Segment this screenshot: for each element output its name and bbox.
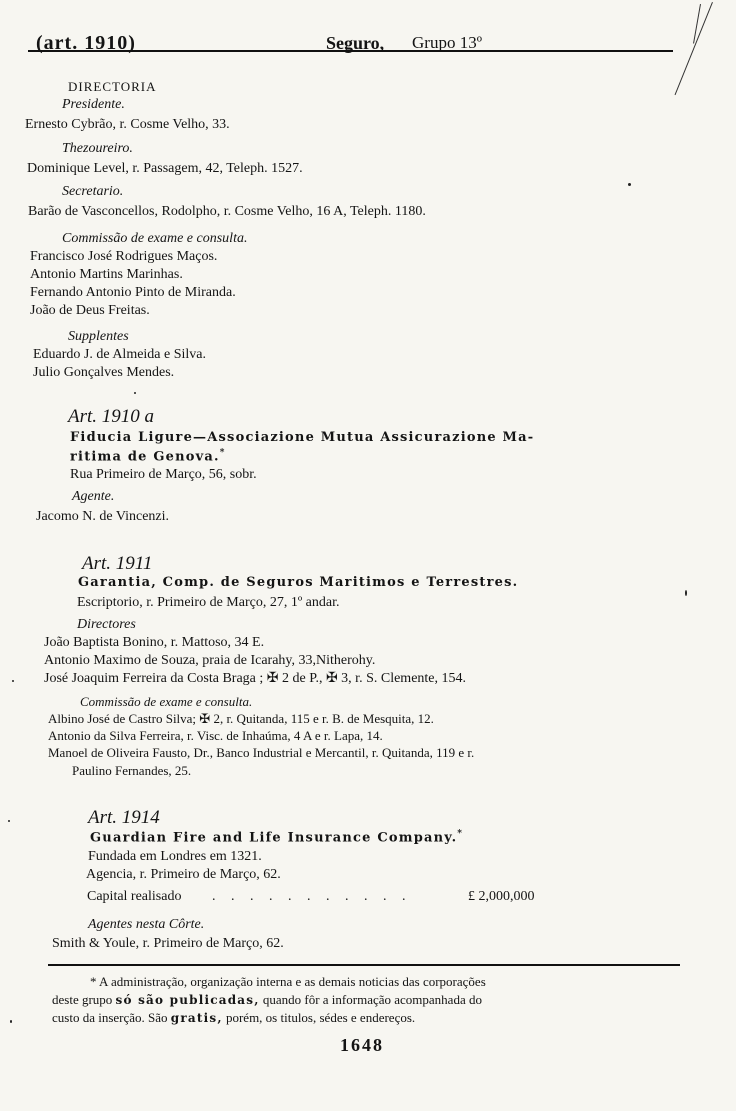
supplente-member: Julio Gonçalves Mendes. — [33, 365, 175, 380]
company-address: Agencia, r. Primeiro de Março, 62. — [86, 867, 281, 882]
header-group: Grupo 13º — [412, 33, 482, 52]
footnote-line: deste grupo só são publicadas, quando fôr a informação acompanhada do — [52, 992, 482, 1007]
capital-value: £ 2,000,000 — [468, 889, 535, 904]
commissao-member: Fernando Antonio Pinto de Miranda. — [30, 285, 236, 300]
capital-label: Capital realisado — [87, 889, 182, 904]
scan-edge-line — [675, 2, 713, 95]
commissao-member: Antonio da Silva Ferreira, r. Visc. de Inhaúma, 4 A e r. Lapa, 14. — [48, 728, 383, 743]
director-entry: Antonio Maximo de Souza, praia de Icarahy, 33,Nitherohy. — [44, 653, 376, 668]
scan-speck — [628, 183, 631, 186]
scan-speck — [12, 680, 14, 682]
commissao-member: Francisco José Rodrigues Maços. — [30, 249, 218, 264]
commissao-member-cont: Paulino Fernandes, 25. — [72, 763, 192, 778]
thezoureiro-label: Thezoureiro. — [62, 141, 133, 156]
commissao-member: João de Deus Freitas. — [30, 303, 150, 318]
secretario-entry: Barão de Vasconcellos, Rodolpho, r. Cosme Velho, 16 A, Teleph. 1180. — [28, 204, 426, 219]
header-rule — [28, 50, 673, 52]
director-entry: José Joaquim Ferreira da Costa Braga ; ✠ 2 de P., ✠ 3, r. S. Clemente, 154. — [44, 671, 467, 686]
scan-speck — [10, 1020, 12, 1023]
footnote-mark: * — [219, 448, 226, 458]
commissao-member: Antonio Martins Marinhas. — [30, 267, 183, 282]
scan-speck — [134, 392, 136, 394]
directoria-label: DIRECTORIA — [68, 79, 157, 94]
company-founded: Fundada em Londres em 1321. — [88, 849, 262, 864]
company-address: Rua Primeiro de Março, 56, sobr. — [70, 467, 257, 482]
company-address: Escriptorio, r. Primeiro de Março, 27, 1º andar. — [77, 595, 340, 610]
supplentes-label: Supplentes — [68, 329, 129, 344]
header-section-title: Seguro, — [326, 33, 385, 53]
capital-leader-dots: . . . . . . . . . . . — [212, 889, 412, 904]
directores-label: Directores — [77, 617, 136, 632]
scan-speck — [685, 590, 687, 596]
thezoureiro-entry: Dominique Level, r. Passagem, 42, Teleph. 1527. — [27, 161, 303, 176]
commissao-member: Manoel de Oliveira Fausto, Dr., Banco Industrial e Mercantil, r. Quitanda, 119 e r. — [48, 745, 475, 760]
commissao-label: Commissão de exame e consulta. — [80, 694, 253, 709]
footnote-line: * A administração, organização interna e as demais noticias das corporações — [90, 974, 486, 989]
article-heading: Art. 1914 — [88, 807, 160, 828]
agentes-label: Agentes nesta Côrte. — [88, 917, 205, 932]
footnote-line: custo da inserção. São gratis, porém, os titulos, sédes e endereços. — [52, 1010, 416, 1025]
agente-label: Agente. — [72, 489, 115, 504]
supplente-member: Eduardo J. de Almeida e Silva. — [33, 347, 207, 362]
scan-speck — [8, 820, 10, 822]
company-name: Garantia, Comp. de Seguros Maritimos e Terrestres. — [78, 575, 519, 590]
company-name-cont: ritima de Genova.* — [70, 448, 226, 465]
company-name: Fiducia Ligure—Associazione Mutua Assicurazione Ma- — [70, 430, 535, 445]
article-heading: Art. 1910 a — [68, 406, 155, 427]
agentes-entry: Smith & Youle, r. Primeiro de Março, 62. — [52, 936, 284, 951]
footnote-rule — [48, 964, 680, 966]
director-entry: João Baptista Bonino, r. Mattoso, 34 E. — [44, 635, 265, 650]
company-name: Guardian Fire and Life Insurance Company.* — [90, 829, 464, 846]
presidente-entry: Ernesto Cybrão, r. Cosme Velho, 33. — [25, 117, 230, 132]
footnote-mark: * — [457, 829, 464, 839]
secretario-label: Secretario. — [62, 184, 124, 199]
presidente-label: Presidente. — [62, 97, 125, 112]
page-number: 1648 — [340, 1035, 384, 1055]
commissao-label: Commissão de exame e consulta. — [62, 231, 248, 246]
header-article-ref: (art. 1910) — [36, 32, 136, 54]
commissao-member: Albino José de Castro Silva; ✠ 2, r. Quitanda, 115 e r. B. de Mesquita, 12. — [48, 711, 434, 726]
agente-entry: Jacomo N. de Vincenzi. — [36, 509, 170, 524]
article-heading: Art. 1911 — [82, 553, 153, 574]
